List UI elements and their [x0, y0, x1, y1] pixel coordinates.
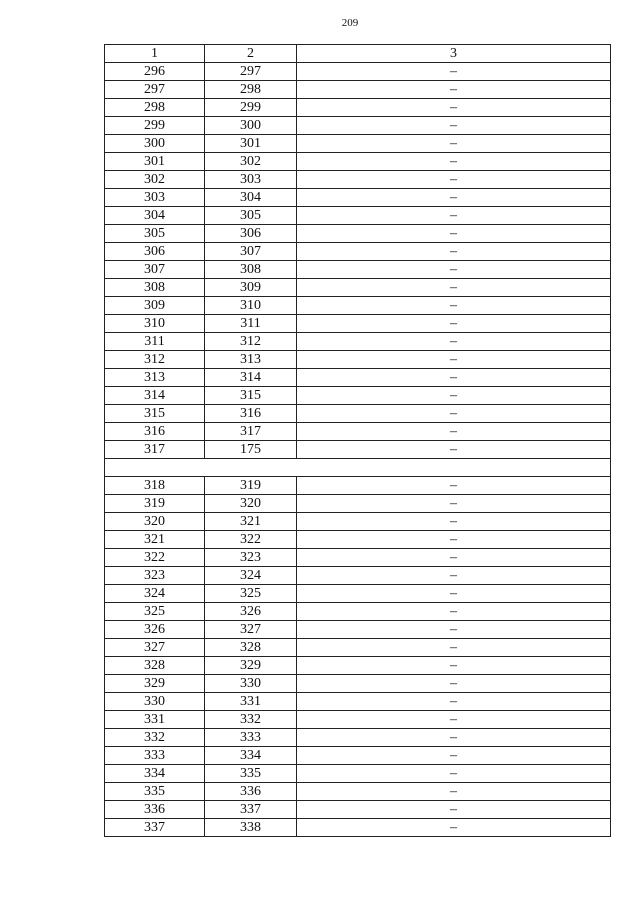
table-row — [105, 639, 611, 657]
table-cell-col-2: 338 — [205, 819, 297, 837]
table-cell-col-1: 335 — [105, 783, 205, 801]
table-cell-col-3: – — [297, 693, 611, 711]
table-cell-col-3: – — [297, 315, 611, 333]
table-cell-col-1: 310 — [105, 315, 205, 333]
table-cell-col-3: – — [297, 261, 611, 279]
table-cell-col-1: 315 — [105, 405, 205, 423]
table-row — [105, 495, 611, 513]
table-row — [105, 567, 611, 585]
table-row — [105, 99, 611, 117]
table-row — [105, 747, 611, 765]
table-row — [105, 693, 611, 711]
table-cell-col-2: 323 — [205, 549, 297, 567]
table-cell-col-1: 329 — [105, 675, 205, 693]
table-cell-col-3: – — [297, 405, 611, 423]
table-cell-col-2: 312 — [205, 333, 297, 351]
table-cell-col-1: 325 — [105, 603, 205, 621]
table-cell-col-1: 323 — [105, 567, 205, 585]
data-table — [104, 44, 611, 837]
table-cell-col-3: – — [297, 621, 611, 639]
table-body-top — [105, 63, 611, 459]
table-cell-col-3: – — [297, 135, 611, 153]
table-row — [105, 153, 611, 171]
table-cell-col-2: 325 — [205, 585, 297, 603]
table-cell-col-3: – — [297, 117, 611, 135]
table-row — [105, 405, 611, 423]
column-header-2: 2 — [205, 45, 297, 63]
table-cell-col-3: – — [297, 549, 611, 567]
table-row — [105, 225, 611, 243]
table-cell-col-2: 334 — [205, 747, 297, 765]
table-cell-col-1: 312 — [105, 351, 205, 369]
table-row — [105, 81, 611, 99]
table-cell-col-3: – — [297, 783, 611, 801]
table-cell-col-2: 298 — [205, 81, 297, 99]
table-row — [105, 675, 611, 693]
table-cell-col-2: 315 — [205, 387, 297, 405]
table-cell-col-3: – — [297, 441, 611, 459]
table-cell-col-3: – — [297, 369, 611, 387]
table-cell-col-1: 301 — [105, 153, 205, 171]
table-cell-col-3: – — [297, 567, 611, 585]
table-cell-col-2: 300 — [205, 117, 297, 135]
table-cell-col-2: 314 — [205, 369, 297, 387]
table-cell-col-2: 302 — [205, 153, 297, 171]
table-cell-col-2: 307 — [205, 243, 297, 261]
table-cell-col-1: 321 — [105, 531, 205, 549]
table-row — [105, 477, 611, 495]
table-row — [105, 657, 611, 675]
table-cell-col-1: 300 — [105, 135, 205, 153]
table-cell-col-2: 316 — [205, 405, 297, 423]
table-cell-col-3: – — [297, 81, 611, 99]
table-cell-col-3: – — [297, 189, 611, 207]
table-cell-col-3: – — [297, 711, 611, 729]
table-row — [105, 279, 611, 297]
table-row — [105, 603, 611, 621]
table-cell-col-3: – — [297, 243, 611, 261]
table-cell-col-3: – — [297, 801, 611, 819]
table-cell-col-1: 316 — [105, 423, 205, 441]
table-cell-col-1: 311 — [105, 333, 205, 351]
table-cell-col-3: – — [297, 351, 611, 369]
table-cell-col-1: 330 — [105, 693, 205, 711]
table-row — [105, 351, 611, 369]
table-cell-col-2: 332 — [205, 711, 297, 729]
table-cell-col-1: 326 — [105, 621, 205, 639]
table-gap-cell — [105, 459, 611, 477]
table-row — [105, 801, 611, 819]
table-cell-col-1: 328 — [105, 657, 205, 675]
table-cell-col-3: – — [297, 639, 611, 657]
table-gap-section — [105, 459, 611, 477]
table-cell-col-1: 319 — [105, 495, 205, 513]
table-row — [105, 711, 611, 729]
table-cell-col-2: 308 — [205, 261, 297, 279]
table-cell-col-2: 324 — [205, 567, 297, 585]
table-row — [105, 585, 611, 603]
table-cell-col-2: 301 — [205, 135, 297, 153]
table-cell-col-2: 328 — [205, 639, 297, 657]
table-cell-col-1: 308 — [105, 279, 205, 297]
table-header-row — [105, 45, 611, 63]
table-cell-col-2: 333 — [205, 729, 297, 747]
page-number: 209 — [341, 17, 359, 29]
table-cell-col-3: – — [297, 513, 611, 531]
table-cell-col-1: 318 — [105, 477, 205, 495]
table-cell-col-1: 331 — [105, 711, 205, 729]
table-cell-col-1: 334 — [105, 765, 205, 783]
table-cell-col-1: 306 — [105, 243, 205, 261]
table-row — [105, 135, 611, 153]
table-cell-col-1: 332 — [105, 729, 205, 747]
table-cell-col-2: 304 — [205, 189, 297, 207]
table-row — [105, 441, 611, 459]
table-cell-col-3: – — [297, 63, 611, 81]
table-cell-col-2: 297 — [205, 63, 297, 81]
table-row — [105, 783, 611, 801]
table-row — [105, 189, 611, 207]
table-cell-col-3: – — [297, 297, 611, 315]
column-header-3: 3 — [297, 45, 611, 63]
table-row — [105, 63, 611, 81]
table-cell-col-3: – — [297, 279, 611, 297]
table-row — [105, 531, 611, 549]
table-cell-col-2: 303 — [205, 171, 297, 189]
table-cell-col-3: – — [297, 225, 611, 243]
table-cell-col-1: 302 — [105, 171, 205, 189]
table-cell-col-2: 317 — [205, 423, 297, 441]
table-body-bottom — [105, 477, 611, 837]
table-cell-col-2: 329 — [205, 657, 297, 675]
table-cell-col-2: 299 — [205, 99, 297, 117]
table-cell-col-1: 298 — [105, 99, 205, 117]
table-cell-col-1: 299 — [105, 117, 205, 135]
table-row — [105, 423, 611, 441]
table-cell-col-2: 313 — [205, 351, 297, 369]
table-cell-col-1: 307 — [105, 261, 205, 279]
table-cell-col-1: 304 — [105, 207, 205, 225]
table-row — [105, 297, 611, 315]
table-cell-col-2: 310 — [205, 297, 297, 315]
table-cell-col-2: 326 — [205, 603, 297, 621]
table-row — [105, 333, 611, 351]
table-row — [105, 315, 611, 333]
table-cell-col-2: 311 — [205, 315, 297, 333]
table-cell-col-1: 303 — [105, 189, 205, 207]
table-cell-col-1: 317 — [105, 441, 205, 459]
table-row — [105, 207, 611, 225]
table-row — [105, 819, 611, 837]
table-cell-col-2: 320 — [205, 495, 297, 513]
table-cell-col-1: 336 — [105, 801, 205, 819]
table-cell-col-3: – — [297, 171, 611, 189]
table-cell-col-1: 297 — [105, 81, 205, 99]
table-cell-col-1: 333 — [105, 747, 205, 765]
table-cell-col-2: 306 — [205, 225, 297, 243]
table-row — [105, 549, 611, 567]
table-cell-col-1: 309 — [105, 297, 205, 315]
table-cell-col-2: 175 — [205, 441, 297, 459]
table-cell-col-2: 305 — [205, 207, 297, 225]
table-cell-col-1: 305 — [105, 225, 205, 243]
table-cell-col-2: 336 — [205, 783, 297, 801]
table-cell-col-3: – — [297, 729, 611, 747]
table-cell-col-3: – — [297, 333, 611, 351]
column-header-1: 1 — [105, 45, 205, 63]
table-cell-col-1: 322 — [105, 549, 205, 567]
table-cell-col-1: 296 — [105, 63, 205, 81]
table-cell-col-2: 335 — [205, 765, 297, 783]
table-cell-col-3: – — [297, 207, 611, 225]
table-row — [105, 243, 611, 261]
table-cell-col-3: – — [297, 585, 611, 603]
table-cell-col-1: 327 — [105, 639, 205, 657]
table-row — [105, 369, 611, 387]
table-cell-col-3: – — [297, 423, 611, 441]
table-cell-col-2: 327 — [205, 621, 297, 639]
table-row — [105, 729, 611, 747]
table-cell-col-3: – — [297, 477, 611, 495]
table-cell-col-2: 330 — [205, 675, 297, 693]
table-cell-col-3: – — [297, 819, 611, 837]
table-cell-col-2: 321 — [205, 513, 297, 531]
table-cell-col-2: 309 — [205, 279, 297, 297]
table-cell-col-1: 314 — [105, 387, 205, 405]
table-cell-col-3: – — [297, 531, 611, 549]
table-cell-col-3: – — [297, 99, 611, 117]
table-row — [105, 513, 611, 531]
table-cell-col-1: 320 — [105, 513, 205, 531]
table-row — [105, 765, 611, 783]
table-cell-col-3: – — [297, 765, 611, 783]
table-cell-col-3: – — [297, 153, 611, 171]
table-cell-col-2: 322 — [205, 531, 297, 549]
table-cell-col-2: 337 — [205, 801, 297, 819]
table-row — [105, 387, 611, 405]
table-row — [105, 117, 611, 135]
table-cell-col-1: 324 — [105, 585, 205, 603]
table-cell-col-3: – — [297, 747, 611, 765]
table-cell-col-1: 313 — [105, 369, 205, 387]
table-cell-col-3: – — [297, 657, 611, 675]
table-cell-col-2: 331 — [205, 693, 297, 711]
table-cell-col-3: – — [297, 603, 611, 621]
table-row — [105, 621, 611, 639]
table-cell-col-3: – — [297, 675, 611, 693]
table-cell-col-3: – — [297, 387, 611, 405]
table-cell-col-3: – — [297, 495, 611, 513]
table-cell-col-1: 337 — [105, 819, 205, 837]
table-row — [105, 261, 611, 279]
table-cell-col-2: 319 — [205, 477, 297, 495]
table-row — [105, 171, 611, 189]
table-gap-row — [105, 459, 611, 477]
